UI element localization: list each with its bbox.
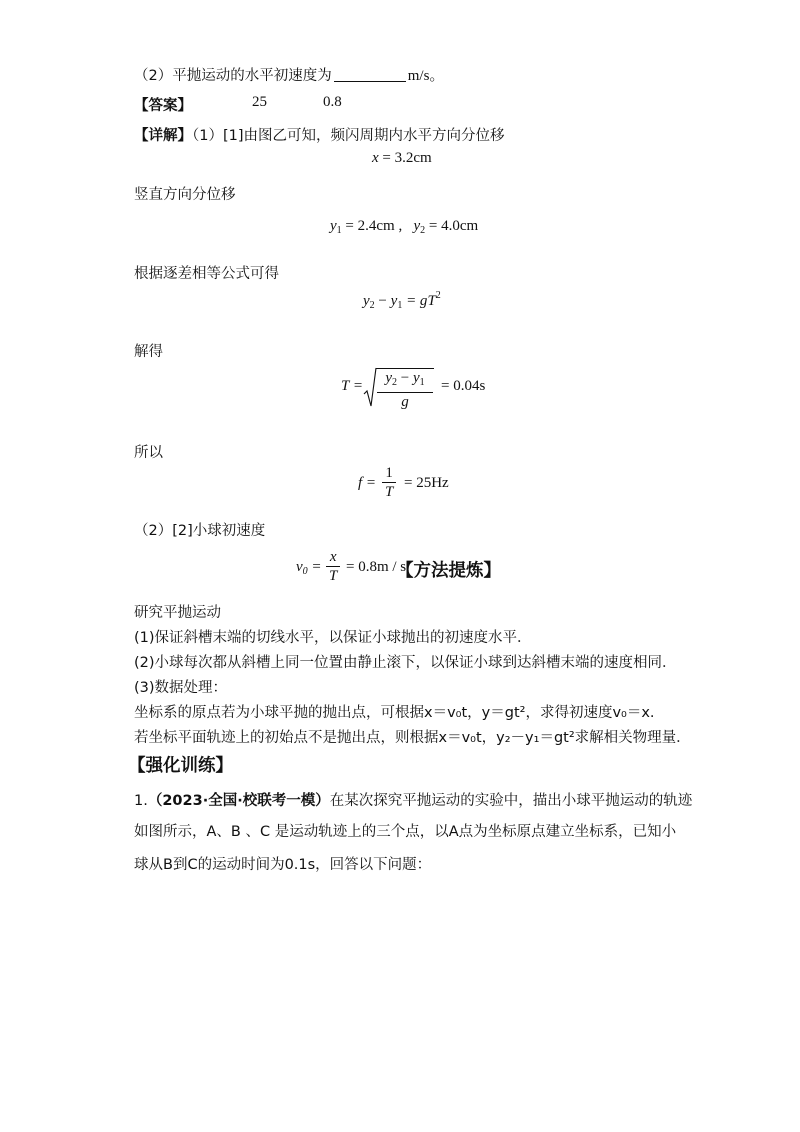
var-v: v <box>296 559 303 575</box>
method-point-2: (2)小球每次都从斜槽上同一位置由静止滚下，以保证小球到达斜槽末端的速度相同． <box>134 655 677 671</box>
sup-2: 2 <box>435 290 441 301</box>
method-point-4: 坐标系的原点若为小球平抛的抛出点，可根据x＝v₀t，y＝gt²，求得初速度v₀＝x. <box>134 705 655 721</box>
period-lhs: T = <box>341 378 363 394</box>
question-source: （2023·全国·校联考一模） <box>147 793 330 809</box>
var-y2: y <box>385 370 393 386</box>
var-y2: y <box>413 218 421 234</box>
therefore-text: 所以 <box>134 445 163 461</box>
velocity-value: = 0.8m / s <box>346 559 407 575</box>
value-y2: = 4.0cm <box>428 218 479 234</box>
frequency-lhs: f = <box>358 475 377 491</box>
equation-x <box>372 150 432 167</box>
var-y1: y <box>390 293 398 309</box>
var-T: T <box>427 293 436 309</box>
method-point-5: 若坐标平面轨迹上的初始点不是抛出点，则根据x＝v₀t，y₂－y₁＝gt²求解相关物理量． <box>134 730 691 746</box>
velocity-lhs <box>296 559 322 577</box>
vertical-displacement-text: 竖直方向分位移 <box>134 187 236 203</box>
sub-1: 1 <box>397 300 403 311</box>
sub-1: 1 <box>336 225 342 236</box>
solve-text: 解得 <box>134 344 163 360</box>
method-title: 研究平抛运动 <box>134 605 221 621</box>
var-x: x <box>372 150 379 166</box>
training-heading: 【强化训练】 <box>128 756 233 776</box>
answer-value-2: 0.8 <box>323 94 342 110</box>
var-T: T <box>329 568 338 584</box>
answer-line <box>134 94 342 115</box>
detail-line <box>134 124 505 145</box>
question-2-unit: m/s。 <box>407 68 445 84</box>
question-1-text-1: 在某次探究平抛运动的实验中，描出小球平抛运动的轨迹 <box>329 793 693 809</box>
period-fraction <box>377 370 433 410</box>
method-point-1: (1)保证斜槽末端的切线水平，以保证小球抛出的初速度水平． <box>134 630 532 646</box>
value-y1: = 2.4cm , <box>345 218 403 234</box>
numerator-1: 1 <box>382 465 396 483</box>
question-2-line <box>134 64 444 85</box>
var-x: x <box>326 549 340 567</box>
sub-1: 1 <box>419 377 425 388</box>
answer-value-1: 25 <box>252 94 267 110</box>
method-heading: 【方法提炼】 <box>396 561 501 581</box>
var-y1: y <box>412 370 420 386</box>
method-point-3: (3)数据处理： <box>134 680 228 696</box>
successive-difference-text: 根据逐差相等公式可得 <box>134 266 279 282</box>
question-1-line-2: 如图所示，A、B 、C 是运动轨迹上的三个点，以A点为坐标原点建立坐标系，已知小 <box>134 824 677 840</box>
sub-2: 2 <box>369 300 375 311</box>
question-1-line-1 <box>134 789 692 810</box>
equation-difference <box>363 290 441 311</box>
sqrt-sign-icon <box>363 366 377 410</box>
equation-y1-y2 <box>330 218 478 236</box>
answer-tag: 【答案】 <box>134 98 192 114</box>
velocity-fraction <box>326 549 340 584</box>
value-x: = 3.2cm <box>382 150 432 166</box>
var-T: T <box>385 484 394 500</box>
sub-2: 2 <box>392 377 398 388</box>
frequency-value: = 25Hz <box>404 475 449 491</box>
question-2-prefix: （2）平抛运动的水平初速度为 <box>134 68 332 84</box>
question-1-line-3: 球从B到C的运动时间为0.1s，回答以下问题： <box>134 857 432 873</box>
sub-0: 0 <box>302 566 308 577</box>
var-y1: y <box>330 218 337 234</box>
var-y2: y <box>363 293 370 309</box>
var-g: g <box>401 394 409 410</box>
minus-sign: − <box>374 293 391 309</box>
detail-text: （1）[1]由图乙可知，频闪周期内水平方向分位移 <box>192 128 505 144</box>
equals-g: = g <box>402 293 428 309</box>
equals-sign: = <box>307 559 322 575</box>
frequency-fraction <box>382 465 396 500</box>
question-number: 1. <box>134 793 148 809</box>
question-2-detail: （2）[2]小球初速度 <box>134 523 266 539</box>
period-value: = 0.04s <box>441 378 486 394</box>
detail-tag: 【详解】 <box>134 128 192 144</box>
sub-2: 2 <box>420 225 426 236</box>
answer-blank <box>334 67 406 82</box>
minus-sign: − <box>397 370 413 386</box>
